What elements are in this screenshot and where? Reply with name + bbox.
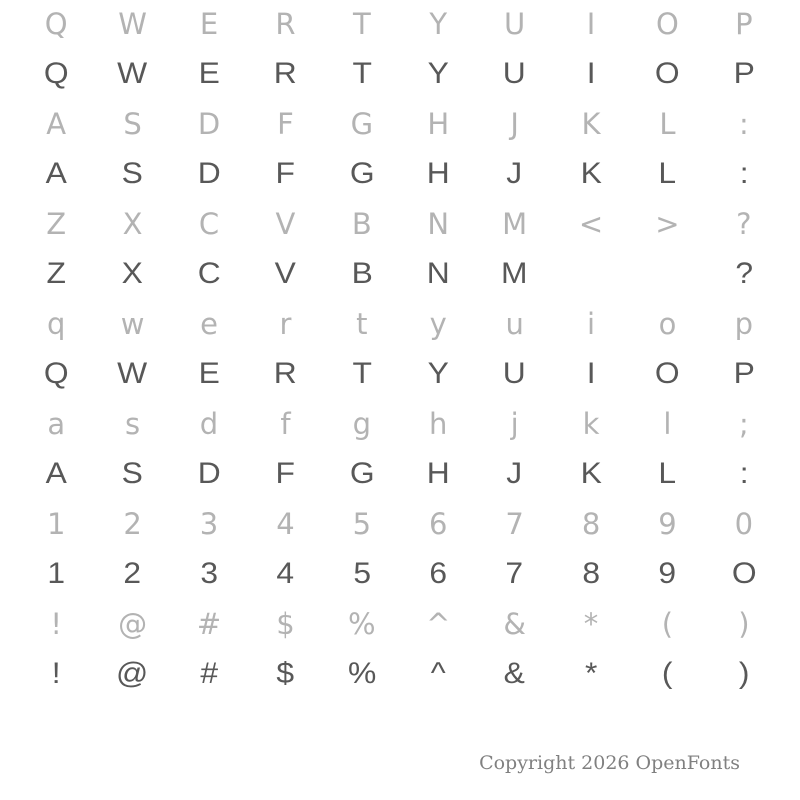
glyph-sample-cell: P [733, 57, 755, 90]
glyph-reference-cell: o [658, 306, 677, 341]
glyph-reference-cell: @ [118, 606, 148, 641]
glyph-sample-cell: ? [735, 257, 753, 290]
glyph-sample-row [18, 648, 782, 700]
glyph-sample-cell: ) [738, 657, 750, 690]
glyph-sample-cell: K [580, 457, 602, 490]
glyph-reference-cell: 4 [276, 506, 295, 541]
glyph-sample-cell: L [658, 457, 677, 490]
glyph-reference-cell: C [198, 206, 220, 241]
glyph-reference-cell: F [277, 106, 294, 141]
glyph-reference-cell: ? [736, 206, 752, 241]
glyph-sample-cell: : [739, 457, 749, 490]
glyph-sample-cell: H [426, 157, 450, 190]
glyph-sample-cell: S [121, 457, 144, 490]
glyph-reference-row [18, 300, 782, 348]
glyph-reference-cell: T [352, 6, 371, 41]
glyph-sample-cell: O [655, 57, 680, 90]
glyph-sample-row [18, 348, 782, 400]
glyph-sample-cell: U [503, 57, 527, 90]
glyph-reference-cell: I [586, 6, 596, 41]
glyph-sample-cell: 5 [352, 557, 371, 590]
copyright-notice: Copyright 2026 OpenFonts [479, 752, 740, 774]
glyph-sample-cell: # [200, 657, 218, 690]
glyph-sample-cell: C [197, 257, 221, 290]
glyph-sample-row [18, 148, 782, 200]
glyph-sample-cell: H [426, 457, 450, 490]
glyph-reference-cell: 0 [734, 506, 754, 541]
glyph-reference-row [18, 600, 782, 648]
glyph-reference-cell: W [118, 6, 147, 41]
glyph-sample-cell: R [273, 57, 297, 90]
glyph-reference-cell: 9 [658, 506, 677, 541]
glyph-reference-cell: $ [276, 606, 295, 641]
glyph-sample-cell: 4 [276, 557, 295, 590]
glyph-sample-row [18, 48, 782, 100]
glyph-sample-cell: G [349, 457, 375, 490]
glyph-sample-row [18, 448, 782, 500]
glyph-sample-cell: Z [46, 257, 66, 290]
glyph-reference-cell: w [120, 306, 145, 341]
glyph-sample-cell: I [586, 57, 596, 90]
glyph-sample-cell: T [352, 57, 372, 90]
glyph-reference-cell: u [505, 306, 524, 341]
glyph-reference-row [18, 100, 782, 148]
glyph-sample-cell: 3 [200, 557, 218, 590]
glyph-sample-cell: U [503, 357, 527, 390]
glyph-sample-cell: A [45, 457, 67, 490]
glyph-reference-cell: P [735, 6, 753, 41]
glyph-reference-cell: ^ [426, 606, 451, 641]
glyph-reference-row [18, 200, 782, 248]
glyph-sample-cell: % [347, 657, 376, 690]
glyph-reference-cell: j [510, 406, 519, 441]
glyph-sample-cell: J [506, 157, 523, 190]
glyph-reference-cell: Z [46, 206, 67, 241]
glyph-sample-cell: T [352, 357, 372, 390]
glyph-reference-cell: h [429, 406, 448, 441]
glyph-sample-cell: Y [427, 57, 449, 90]
glyph-sample-cell: Q [43, 57, 69, 90]
glyph-sample-row [18, 248, 782, 300]
glyph-sample-cell: W [117, 357, 148, 390]
glyph-reference-cell: J [510, 106, 519, 141]
glyph-reference-cell: 7 [505, 506, 524, 541]
glyph-sample-cell: P [733, 357, 755, 390]
glyph-sample-cell: G [349, 157, 375, 190]
glyph-sample-cell: K [580, 157, 602, 190]
glyph-reference-cell: G [350, 106, 374, 141]
glyph-reference-cell: % [348, 606, 376, 641]
glyph-reference-cell: ) [738, 606, 750, 641]
glyph-reference-cell: f [280, 406, 291, 441]
glyph-sample-cell: 7 [505, 557, 524, 590]
glyph-sample-cell: R [273, 357, 297, 390]
glyph-reference-cell: R [275, 6, 296, 41]
glyph-sample-cell: B [351, 257, 373, 290]
glyph-sample-cell: F [275, 457, 296, 490]
glyph-sample-cell: L [658, 157, 677, 190]
glyph-reference-cell: : [738, 106, 749, 141]
glyph-sample-cell: E [198, 357, 220, 390]
glyph-reference-cell: e [200, 306, 218, 341]
glyph-sample-cell: 9 [658, 557, 677, 590]
glyph-sample-cell: Y [427, 357, 449, 390]
glyph-reference-cell: N [427, 206, 450, 241]
glyph-sample-cell: M [501, 257, 528, 290]
glyph-sample-cell: J [506, 457, 523, 490]
glyph-reference-cell: r [279, 306, 292, 341]
glyph-reference-cell: ! [50, 606, 63, 641]
glyph-reference-cell: M [502, 206, 528, 241]
glyph-reference-cell: O [656, 6, 679, 41]
glyph-reference-cell: L [659, 106, 676, 141]
glyph-sample-cell: D [197, 457, 221, 490]
glyph-sample-row [18, 548, 782, 600]
glyph-reference-cell: B [351, 206, 372, 241]
glyph-sample-cell: V [274, 257, 297, 290]
glyph-reference-cell: 2 [123, 506, 142, 541]
glyph-reference-cell: q [46, 306, 66, 341]
glyph-reference-cell: U [504, 6, 526, 41]
glyph-sample-cell: 2 [123, 557, 142, 590]
glyph-reference-cell: < [578, 206, 604, 241]
glyph-sample-cell: N [426, 257, 450, 290]
glyph-reference-cell: Y [429, 6, 448, 41]
glyph-sample-cell: Q [43, 357, 69, 390]
glyph-sample-cell: & [504, 657, 526, 690]
glyph-reference-cell: 1 [46, 506, 66, 541]
glyph-reference-cell: a [47, 406, 66, 441]
glyph-reference-row [18, 500, 782, 548]
glyph-reference-cell: s [125, 406, 141, 441]
glyph-sample-cell: X [121, 257, 144, 290]
glyph-reference-cell: d [199, 406, 219, 441]
glyph-sample-cell: I [586, 357, 596, 390]
glyph-reference-cell: 5 [352, 506, 372, 541]
glyph-reference-cell: 8 [581, 506, 601, 541]
glyph-sample-cell: O [731, 557, 757, 590]
glyph-reference-cell: E [199, 6, 219, 41]
glyph-reference-cell: Q [44, 6, 68, 41]
glyph-reference-cell: H [427, 106, 450, 141]
glyph-reference-cell: V [275, 206, 296, 241]
glyph-reference-cell: D [197, 106, 221, 141]
glyph-reference-cell: ; [738, 406, 749, 441]
glyph-sample-cell: : [739, 157, 749, 190]
glyph-sample-cell: 1 [47, 557, 66, 590]
glyph-sample-cell: E [198, 57, 220, 90]
glyph-reference-cell: > [655, 206, 680, 241]
glyph-reference-cell: k [582, 406, 600, 441]
glyph-sample-cell: 6 [429, 557, 448, 590]
glyph-reference-cell: 6 [429, 506, 448, 541]
glyph-reference-cell: X [122, 206, 143, 241]
glyph-reference-cell: l [663, 406, 672, 441]
glyph-sample-cell: ^ [430, 657, 446, 690]
glyph-sample-cell: O [655, 357, 680, 390]
glyph-sample-cell: ( [662, 657, 673, 690]
glyph-reference-cell: A [46, 106, 67, 141]
glyph-sample-cell: ! [51, 657, 61, 690]
glyph-sample-cell: F [275, 157, 296, 190]
glyph-reference-cell: # [196, 606, 222, 641]
glyph-reference-cell: K [581, 106, 601, 141]
glyph-reference-cell: y [429, 306, 447, 341]
glyph-sample-cell: A [45, 157, 67, 190]
glyph-reference-cell: ( [661, 606, 674, 641]
glyph-reference-cell: g [352, 406, 372, 441]
glyph-reference-cell: 3 [199, 506, 219, 541]
glyph-reference-cell: t [356, 306, 368, 341]
glyph-sample-cell: 8 [582, 557, 600, 590]
glyph-reference-cell: S [123, 106, 142, 141]
glyph-reference-cell: & [503, 606, 526, 641]
glyph-sample-cell: D [197, 157, 221, 190]
glyph-reference-cell: i [587, 306, 596, 341]
glyph-reference-cell: * [583, 606, 599, 641]
glyph-reference-row [18, 400, 782, 448]
glyph-reference-cell: p [734, 306, 754, 341]
glyph-sample-cell: S [121, 157, 144, 190]
glyph-sample-cell: * [584, 657, 598, 690]
glyph-reference-row [18, 0, 782, 48]
glyph-sample-cell: W [117, 57, 148, 90]
glyph-sample-cell: @ [116, 657, 149, 690]
glyph-sample-cell: $ [276, 657, 295, 690]
